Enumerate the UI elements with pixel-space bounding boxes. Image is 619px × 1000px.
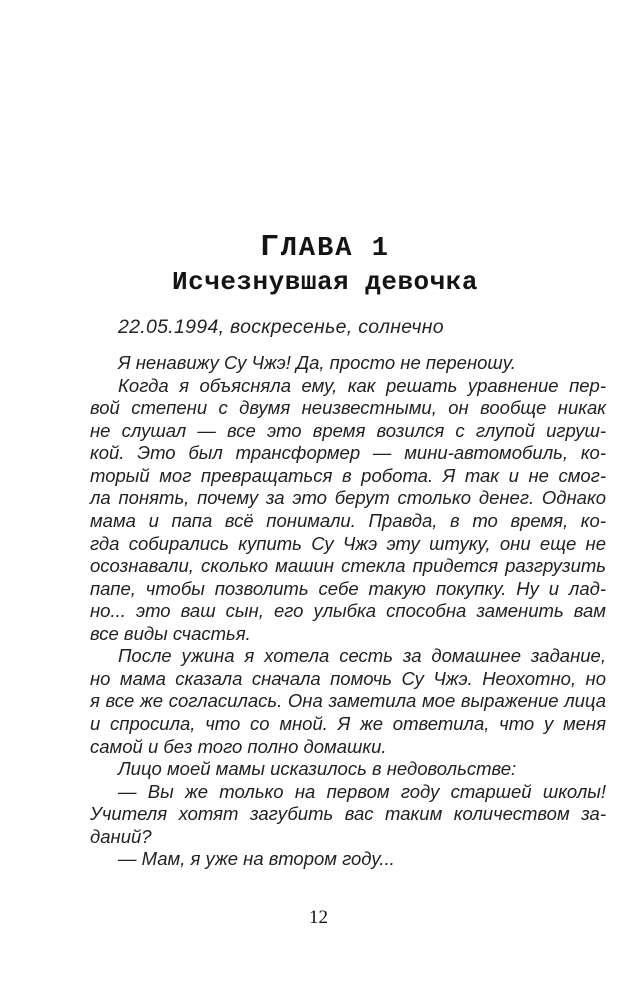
text-line: вой степени с двумя неизвестными, он вообще никак (90, 397, 606, 419)
text-line: самой и без того полно домашки. (90, 735, 387, 757)
text-line: но мама сказала сначала помочь Су Чжэ. Неохотно, но (90, 667, 606, 689)
text-line: кой. Это был трансформер — мини-автомобиль, ко- (90, 442, 606, 464)
text-line: Учителя хотят загубить вас таким количеством за- (90, 803, 606, 825)
text-line: но... это ваш сын, его улыбка способна заменить вам (90, 600, 606, 622)
text-line: даний? (90, 825, 152, 847)
text-line: Я ненавижу Су Чжэ! Да, просто не переношу. (118, 352, 516, 373)
paragraph (90, 848, 606, 871)
text-line: гда собирались купить Су Чжэ эту штуку, они еще не (90, 532, 606, 554)
text-line: и спросила, что со мной. Я же ответила, что у меня (90, 713, 606, 734)
text-line: ла понять, почему за это берут столько денег. Однако (90, 487, 606, 509)
paragraph (90, 781, 606, 849)
paragraph (90, 758, 606, 781)
chapter-number: ГЛАВА 1 (260, 230, 390, 265)
text-line: торый мог превращаться в робота. Я так и не смог- (90, 464, 606, 486)
body-text (90, 352, 606, 871)
paragraph (90, 645, 606, 758)
text-line: — Вы же только на первом году старшей школы! (118, 780, 606, 802)
paragraph (90, 352, 606, 375)
text-line: я все же согласилась. Она заметила мое выражение лица (90, 690, 606, 712)
paragraph (90, 375, 606, 646)
text-line: Лицо моей мамы исказилось в недовольстве: (118, 758, 517, 780)
text-line: Когда я объясняла ему, как решать уравнение пер- (118, 374, 606, 396)
text-line: все виды счастья. (90, 622, 251, 644)
text-line: не слушал — все это время возился с глупой игруш- (90, 419, 606, 441)
diary-date-line: 22.05.1994, воскресенье, солнечно (118, 316, 444, 338)
text-line: мама и папа всё понимали. Правда, в то время, ко- (90, 509, 606, 531)
text-line: осознавали, сколько машин стекла придется разгрузить (90, 555, 606, 577)
text-line: После ужина я хотела сесть за домашнее задание, (118, 645, 606, 667)
text-line: — Мам, я уже на втором году... (118, 848, 395, 870)
chapter-title: Исчезнувшая девочка (172, 267, 478, 297)
text-line: папе, чтобы позволить себе такую покупку. Ну и лад- (90, 577, 606, 599)
page-number: 12 (309, 907, 328, 928)
